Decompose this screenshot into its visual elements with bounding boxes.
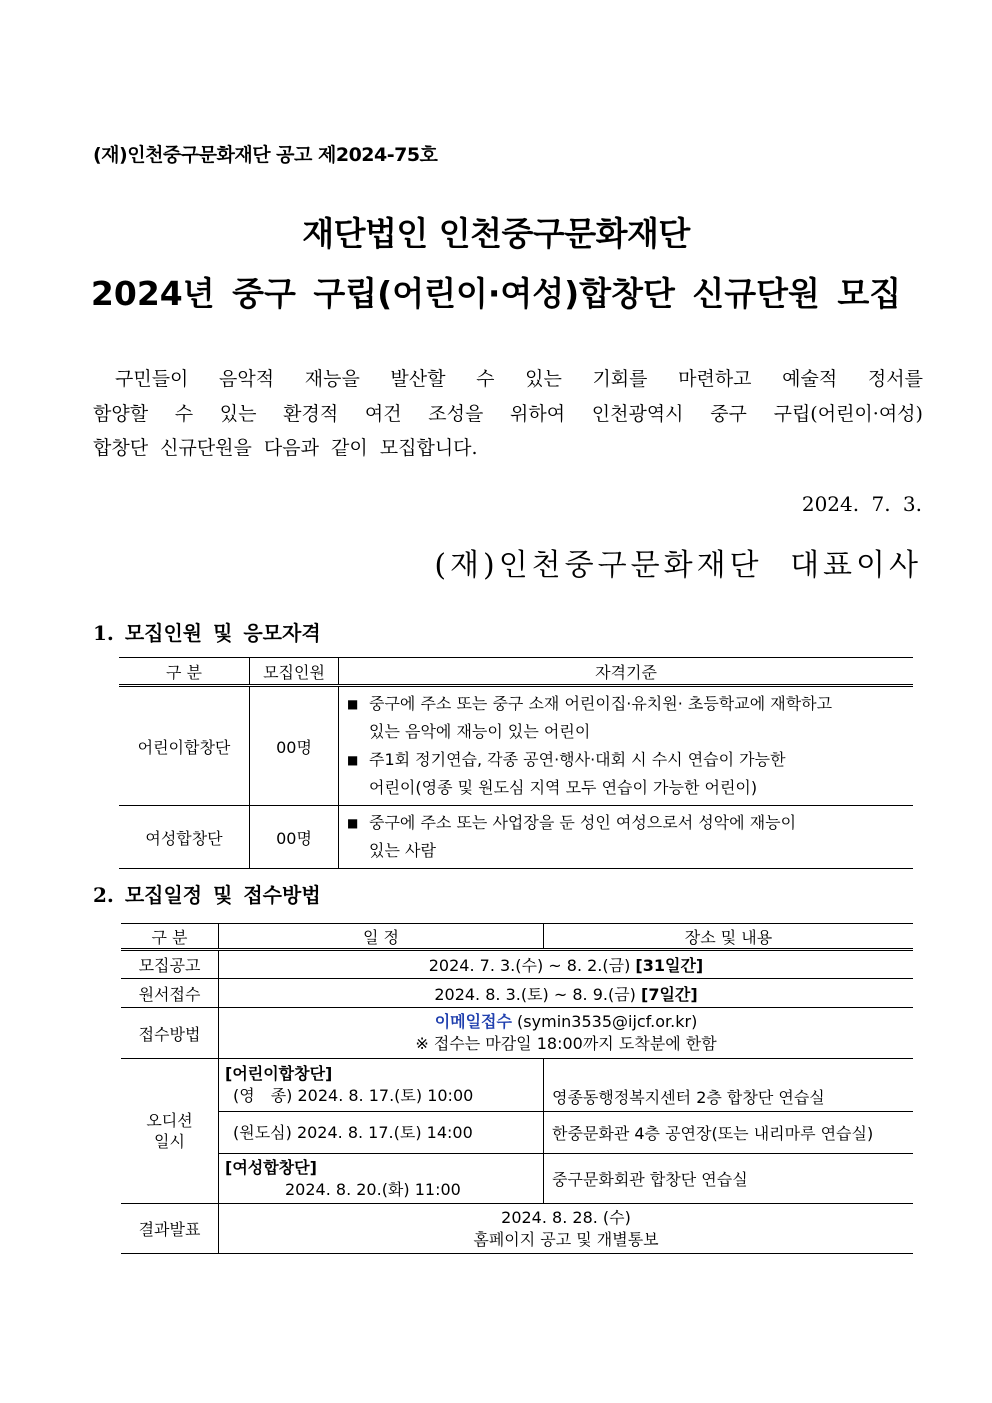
audition-slot-2: (원도심) 2024. 8. 17.(토) 14:00 bbox=[219, 1112, 544, 1154]
intro-word: 마련하고 bbox=[678, 368, 752, 390]
deadline-note: ※ 접수는 마감일 18:00까지 도착분에 한함 bbox=[415, 1034, 717, 1053]
row-label: 원서접수 bbox=[121, 979, 219, 1008]
table-row bbox=[121, 1059, 913, 1112]
criteria-item bbox=[347, 746, 905, 802]
audition-place-2: 한중문화관 4층 공연장(또는 내리마루 연습실) bbox=[544, 1112, 914, 1154]
intro-word: 조성을 bbox=[428, 402, 484, 425]
intro-word: 위하여 bbox=[510, 402, 566, 425]
row-criteria bbox=[339, 806, 914, 869]
document-title-line1: 재단법인 인천중구문화재단 bbox=[302, 214, 690, 253]
row-category: 여성합창단 bbox=[119, 806, 250, 869]
intro-word: 정서를 bbox=[867, 368, 923, 390]
email-submission-label: 이메일접수 bbox=[434, 1012, 512, 1031]
row-count: 00명 bbox=[250, 806, 339, 869]
intro-word: 구립(어린이·여성) bbox=[773, 402, 923, 425]
schedule-table bbox=[121, 923, 913, 1254]
intro-word: 인천광역시 bbox=[591, 402, 684, 425]
intro-line-3: 합창단 신규단원을 다음과 같이 모집합니다. bbox=[93, 437, 478, 459]
intro-paragraph bbox=[93, 362, 923, 466]
row-label: 결과발표 bbox=[121, 1204, 219, 1254]
table-row bbox=[121, 979, 913, 1008]
criteria-text: 어린이(영종 및 원도심 지역 모두 연습이 가능한 어린이) bbox=[369, 778, 758, 797]
application-method bbox=[219, 1008, 914, 1059]
table-row bbox=[121, 1008, 913, 1059]
intro-word: 수 bbox=[476, 368, 495, 390]
intro-word: 예술적 bbox=[782, 368, 838, 390]
header-schedule: 일 정 bbox=[219, 924, 544, 950]
intro-word: 중구 bbox=[710, 402, 747, 425]
header-category: 구 분 bbox=[119, 658, 250, 686]
intro-word: 수 bbox=[174, 402, 194, 425]
table-row bbox=[121, 950, 913, 979]
table-row bbox=[121, 1112, 913, 1154]
criteria-text: 주1회 정기연습, 각종 공연·행사·대회 시 수시 연습이 가능한 bbox=[369, 750, 786, 769]
criteria-text: 있는 음악에 재능이 있는 어린이 bbox=[369, 722, 591, 741]
criteria-text: 중구에 주소 또는 중구 소재 어린이집·유치원· 초등학교에 재학하고 bbox=[369, 694, 833, 713]
application-period: 2024. 8. 3.(토) ~ 8. 9.(금) [7일간] bbox=[219, 979, 914, 1008]
header-count: 모집인원 bbox=[250, 658, 339, 686]
result-announcement: 2024. 8. 28. (수) 홈페이지 공고 및 개별통보 bbox=[219, 1204, 914, 1254]
audition-slot-1: [어린이합창단] (영 종) 2024. 8. 17.(토) 10:00 bbox=[219, 1059, 544, 1112]
intro-word: 기회를 bbox=[592, 368, 648, 390]
notice-number: (재)인천중구문화재단 공고 제2024-75호 bbox=[93, 144, 438, 166]
table-row bbox=[121, 1204, 913, 1254]
intro-word: 발산할 bbox=[390, 368, 446, 390]
email-address: (symin3535@ijcf.or.kr) bbox=[511, 1012, 698, 1031]
table-header-row bbox=[119, 658, 913, 686]
announcement-period: 2024. 7. 3.(수) ~ 8. 2.(금) [31일간] bbox=[219, 950, 914, 979]
document-title-line2: 2024년 중구 구립(어린이·여성)합창단 신규단원 모집 bbox=[90, 274, 902, 313]
row-category: 어린이합창단 bbox=[119, 686, 250, 806]
table-row bbox=[121, 1154, 913, 1204]
header-category: 구 분 bbox=[121, 924, 219, 950]
section2-heading: 2. 모집일정 및 접수방법 bbox=[93, 883, 321, 907]
intro-word: 있는 bbox=[219, 402, 257, 425]
table-row bbox=[119, 806, 913, 869]
intro-line-1 bbox=[93, 362, 923, 397]
recruitment-table bbox=[119, 657, 913, 869]
intro-word: 여건 bbox=[364, 402, 402, 425]
criteria-text: 중구에 주소 또는 사업장을 둔 성인 여성으로서 성악에 재능이 bbox=[369, 813, 797, 832]
square-bullet-icon: ■ bbox=[347, 697, 359, 711]
row-label: 접수방법 bbox=[121, 1008, 219, 1059]
audition-place-3: 중구문화회관 합창단 연습실 bbox=[544, 1154, 914, 1204]
intro-word: 있는 bbox=[525, 368, 562, 390]
square-bullet-icon: ■ bbox=[347, 816, 359, 830]
intro-word: 재능을 bbox=[304, 368, 360, 390]
intro-word: 환경적 bbox=[283, 402, 339, 425]
criteria-item bbox=[347, 690, 905, 746]
header-place: 장소 및 내용 bbox=[544, 924, 914, 950]
table-header-row bbox=[121, 924, 913, 950]
organization-signature: (재)인천중구문화재단 대표이사 bbox=[434, 548, 922, 583]
row-criteria bbox=[339, 686, 914, 806]
audition-label: 오디션 일시 bbox=[121, 1059, 219, 1204]
intro-line-2 bbox=[93, 397, 923, 432]
criteria-text: 있는 사람 bbox=[369, 841, 436, 860]
row-count: 00명 bbox=[250, 686, 339, 806]
header-criteria: 자격기준 bbox=[339, 658, 914, 686]
audition-slot-3: [여성합창단] 2024. 8. 20.(화) 11:00 bbox=[219, 1154, 544, 1204]
intro-word: 음악적 bbox=[219, 368, 275, 390]
section1-heading: 1. 모집인원 및 응모자격 bbox=[93, 621, 321, 645]
audition-place-1: 영종동행정복지센터 2층 합창단 연습실 bbox=[544, 1059, 914, 1112]
table-row bbox=[119, 686, 913, 806]
intro-word: 함양할 bbox=[93, 402, 149, 425]
square-bullet-icon: ■ bbox=[347, 753, 359, 767]
criteria-item bbox=[347, 809, 905, 865]
intro-word: 구민들이 bbox=[115, 368, 189, 390]
row-label: 모집공고 bbox=[121, 950, 219, 979]
notice-date: 2024. 7. 3. bbox=[801, 492, 922, 516]
